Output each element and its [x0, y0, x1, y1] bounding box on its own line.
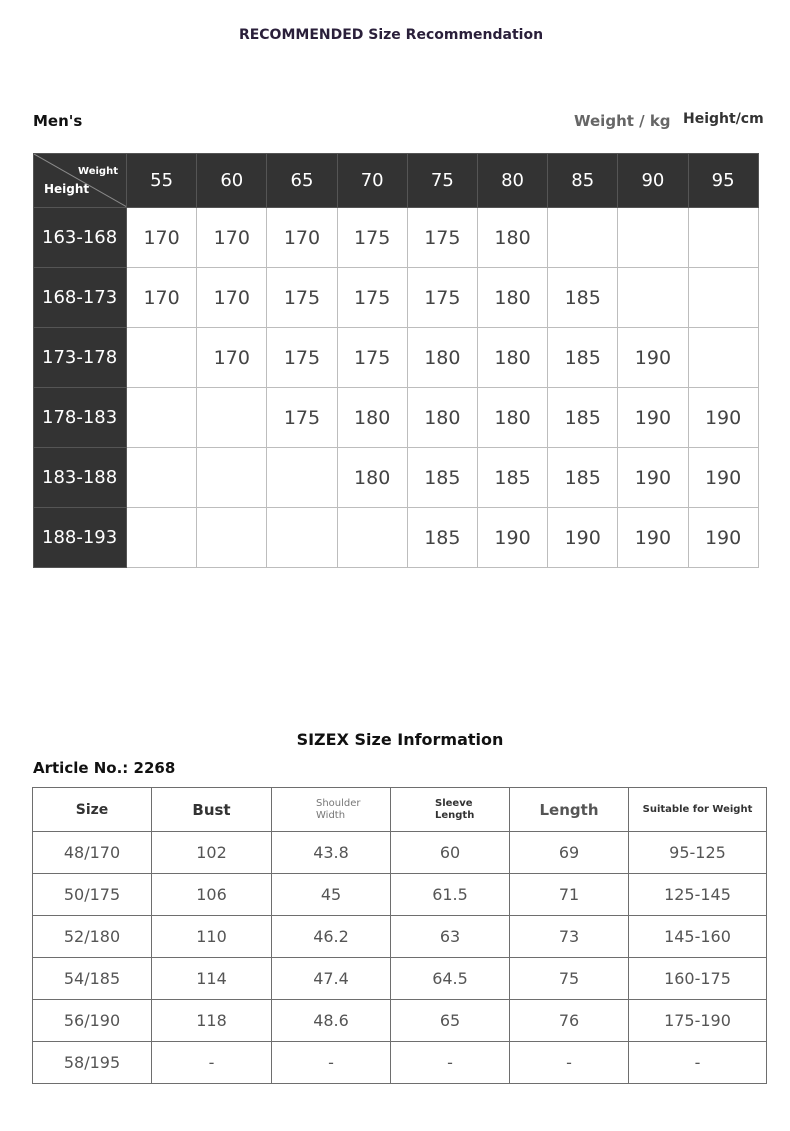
- recommended-size-cell: 175: [407, 268, 477, 328]
- recommended-size-cell: 185: [548, 328, 618, 388]
- weight-header-cell: 85: [548, 154, 618, 208]
- recommended-size-cell: 185: [477, 448, 547, 508]
- header-shoulder-line1: Shoulder: [316, 797, 361, 809]
- weight-header-cell: 95: [688, 154, 758, 208]
- recommended-size-cell: [618, 268, 688, 328]
- recommended-size-cell: 180: [337, 388, 407, 448]
- header-sleeve-line1: Sleeve: [435, 797, 473, 809]
- recommended-size-cell: [197, 388, 267, 448]
- height-unit-label: Height/cm: [683, 111, 764, 127]
- header-shoulder-width: [272, 788, 391, 832]
- corner-weight-label: Weight: [78, 166, 118, 177]
- length-cell: 69: [510, 832, 629, 874]
- suitable-weight-cell: 145-160: [629, 916, 767, 958]
- recommended-size-cell: 190: [548, 508, 618, 568]
- recommended-size-cell: 175: [337, 208, 407, 268]
- table-row: [33, 874, 767, 916]
- height-range-cell: 188-193: [34, 508, 127, 568]
- suitable-weight-cell: 125-145: [629, 874, 767, 916]
- recommended-size-cell: 175: [407, 208, 477, 268]
- recommended-size-cell: [197, 448, 267, 508]
- recommended-size-cell: [548, 208, 618, 268]
- recommended-size-cell: 185: [548, 268, 618, 328]
- height-range-cell: 183-188: [34, 448, 127, 508]
- bust-cell: 114: [152, 958, 272, 1000]
- weight-header-cell: 65: [267, 154, 337, 208]
- shoulder-width-cell: 45: [272, 874, 391, 916]
- recommended-size-cell: 180: [477, 388, 547, 448]
- recommended-size-cell: 180: [477, 208, 547, 268]
- table-corner-cell: [34, 154, 127, 208]
- shoulder-width-cell: 46.2: [272, 916, 391, 958]
- recommended-size-cell: [267, 448, 337, 508]
- recommended-size-cell: 185: [407, 508, 477, 568]
- bust-cell: -: [152, 1042, 272, 1084]
- table-row: [33, 958, 767, 1000]
- recommended-size-cell: 175: [267, 388, 337, 448]
- recommended-size-cell: 170: [127, 268, 197, 328]
- table-row: [33, 832, 767, 874]
- recommended-size-cell: [127, 508, 197, 568]
- sleeve-length-cell: 61.5: [391, 874, 510, 916]
- corner-height-label: Height: [44, 182, 90, 196]
- recommended-size-cell: 170: [127, 208, 197, 268]
- sleeve-length-cell: 64.5: [391, 958, 510, 1000]
- recommended-size-cell: 180: [407, 328, 477, 388]
- recommended-size-cell: 170: [197, 208, 267, 268]
- size-information-table: [32, 787, 767, 1084]
- suitable-weight-cell: -: [629, 1042, 767, 1084]
- size-recommendation-table: [33, 153, 759, 568]
- recommended-size-cell: [688, 328, 758, 388]
- header-sleeve-line2: Length: [435, 809, 475, 821]
- recommended-size-cell: 185: [548, 448, 618, 508]
- size-recommendation-title: RECOMMENDED Size Recommendation: [238, 27, 544, 43]
- table-row: [33, 916, 767, 958]
- sleeve-length-cell: 63: [391, 916, 510, 958]
- size-cell: 52/180: [33, 916, 152, 958]
- sleeve-length-cell: 65: [391, 1000, 510, 1042]
- recommended-size-cell: 180: [477, 328, 547, 388]
- header-size: Size: [33, 788, 152, 832]
- bust-cell: 110: [152, 916, 272, 958]
- table-row: [34, 508, 759, 568]
- recommended-size-cell: 170: [267, 208, 337, 268]
- bust-cell: 102: [152, 832, 272, 874]
- recommended-size-cell: 190: [477, 508, 547, 568]
- table-row: [34, 328, 759, 388]
- length-cell: 71: [510, 874, 629, 916]
- length-cell: 73: [510, 916, 629, 958]
- recommended-size-cell: 190: [688, 448, 758, 508]
- recommended-size-cell: [127, 388, 197, 448]
- recommended-size-cell: 180: [337, 448, 407, 508]
- size-table-header-row: [33, 788, 767, 832]
- section-label-mens: Men's: [33, 112, 83, 130]
- table-row: [33, 1000, 767, 1042]
- recommended-size-cell: [688, 268, 758, 328]
- table-row: [34, 388, 759, 448]
- header-length: Length: [510, 788, 629, 832]
- recommended-size-cell: 185: [407, 448, 477, 508]
- length-cell: 75: [510, 958, 629, 1000]
- header-suitable-weight: Suitable for Weight: [629, 788, 767, 832]
- table-row: [34, 448, 759, 508]
- sleeve-length-cell: -: [391, 1042, 510, 1084]
- weight-header-cell: 90: [618, 154, 688, 208]
- size-cell: 56/190: [33, 1000, 152, 1042]
- shoulder-width-cell: -: [272, 1042, 391, 1084]
- size-information-title: SIZEX Size Information: [296, 730, 504, 749]
- recommended-size-cell: [127, 328, 197, 388]
- recommended-size-cell: 190: [618, 448, 688, 508]
- suitable-weight-cell: 175-190: [629, 1000, 767, 1042]
- size-cell: 48/170: [33, 832, 152, 874]
- suitable-weight-cell: 95-125: [629, 832, 767, 874]
- height-range-cell: 163-168: [34, 208, 127, 268]
- recommended-size-cell: 180: [477, 268, 547, 328]
- length-cell: 76: [510, 1000, 629, 1042]
- corner-diagonal-line: [34, 154, 127, 207]
- recommended-size-cell: [688, 208, 758, 268]
- size-cell: 50/175: [33, 874, 152, 916]
- recommended-size-cell: [618, 208, 688, 268]
- shoulder-width-cell: 43.8: [272, 832, 391, 874]
- header-shoulder-line2: Width: [316, 809, 346, 821]
- recommended-size-cell: 185: [548, 388, 618, 448]
- recommended-size-cell: 175: [337, 328, 407, 388]
- table-row: [33, 1042, 767, 1084]
- height-range-cell: 178-183: [34, 388, 127, 448]
- recommended-size-cell: 175: [267, 328, 337, 388]
- recommended-size-cell: 175: [267, 268, 337, 328]
- shoulder-width-cell: 48.6: [272, 1000, 391, 1042]
- table-row: [34, 208, 759, 268]
- size-cell: 58/195: [33, 1042, 152, 1084]
- bust-cell: 118: [152, 1000, 272, 1042]
- weight-header-cell: 70: [337, 154, 407, 208]
- header-bust: Bust: [152, 788, 272, 832]
- weight-header-cell: 60: [197, 154, 267, 208]
- recommended-size-cell: 190: [618, 508, 688, 568]
- height-range-cell: 173-178: [34, 328, 127, 388]
- size-cell: 54/185: [33, 958, 152, 1000]
- recommended-size-cell: 180: [407, 388, 477, 448]
- recommended-size-cell: 190: [688, 508, 758, 568]
- suitable-weight-cell: 160-175: [629, 958, 767, 1000]
- recommended-size-cell: [267, 508, 337, 568]
- recommended-size-cell: 190: [618, 328, 688, 388]
- length-cell: -: [510, 1042, 629, 1084]
- recommended-size-cell: 170: [197, 268, 267, 328]
- shoulder-width-cell: 47.4: [272, 958, 391, 1000]
- header-sleeve-length: [391, 788, 510, 832]
- weight-header-cell: 55: [127, 154, 197, 208]
- bust-cell: 106: [152, 874, 272, 916]
- article-number: Article No.: 2268: [33, 759, 176, 777]
- weight-header-cell: 75: [407, 154, 477, 208]
- recommended-size-cell: 190: [618, 388, 688, 448]
- recommended-size-cell: 190: [688, 388, 758, 448]
- recommended-size-cell: 175: [337, 268, 407, 328]
- weight-header-cell: 80: [477, 154, 547, 208]
- sleeve-length-cell: 60: [391, 832, 510, 874]
- recommended-size-cell: [197, 508, 267, 568]
- weight-unit-label: Weight / kg: [574, 112, 671, 130]
- table-row: [34, 268, 759, 328]
- height-range-cell: 168-173: [34, 268, 127, 328]
- recommended-size-cell: [337, 508, 407, 568]
- weight-header-row: [34, 154, 759, 208]
- recommended-size-cell: [127, 448, 197, 508]
- recommended-size-cell: 170: [197, 328, 267, 388]
